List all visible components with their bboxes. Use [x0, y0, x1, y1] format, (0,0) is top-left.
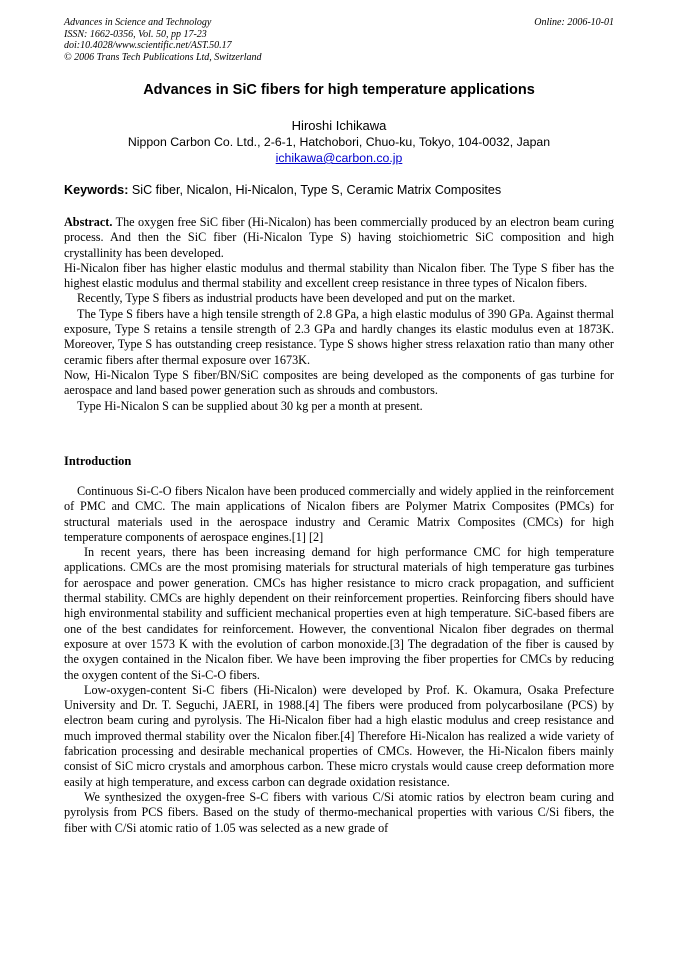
intro-paragraph: Low-oxygen-content Si-C fibers (Hi-Nicalon) were developed by Prof. K. Okamura, Osaka Prefecture University and Dr. T. Seguchi, JAERI, in 1988.[4] The fibers were produced from polycarbosilane (PCS) by electron beam curing and pyrolysis. The Hi-Nicalon fiber had a high elastic modulus and creep resistance and much improved thermal stability over the Nicalon fiber.[4] Therefore Hi-Nicalon has realized a wide variety of fabrication processing and desirable mechanical properties of CMCs. However, the Hi-Nicalon fibers mainly consist of SiC micro crystals and amorphous carbon. These micro crystals would cause creep deformation more easily at high temperature, and excess carbon can degrade oxidation resistance.: [64, 682, 614, 789]
keywords-label: Keywords:: [64, 183, 129, 197]
abstract-paragraph: Hi-Nicalon fiber has higher elastic modulus and thermal stability than Nicalon fiber. The Type S fiber has the highest elastic modulus and thermal stability and excellent creep resistance in three types of Nicalon fibers.: [64, 260, 614, 291]
author-name: Hiroshi Ichikawa: [291, 118, 387, 133]
abstract-paragraph: Now, Hi-Nicalon Type S fiber/BN/SiC composites are being developed as the components of gas turbine for aerospace and land based power generation such as shrouds and combustors.: [64, 367, 614, 398]
intro-paragraph: We synthesized the oxygen-free S-C fibers with various C/Si atomic ratios by electron beam curing and pyrolysis from PCS fibers. Based on the study of thermo-mechanical properties with various C/Si fibers, the fiber with C/Si atomic ratio of 1.05 was selected as a new grade of: [64, 789, 614, 835]
issn-line: ISSN: 1662-0356, Vol. 50, pp 17-23: [64, 28, 207, 40]
journal-name: Advances in Science and Technology: [64, 17, 212, 28]
intro-paragraph: Continuous Si-C-O fibers Nicalon have been produced commercially and widely applied in the reinforcement of PMC and CMC. The main applications of Nicalon fibers are Polymer Matrix Composites (PMCs) for structural materials used in the aerospace industry and Ceramic Matrix Composites (CMCs) for high temperature components of aerospace engines.[1] [2]: [64, 484, 614, 544]
abstract-paragraph: [64, 215, 614, 261]
abstract-label: Abstract.: [64, 215, 113, 229]
copyright-line: © 2006 Trans Tech Publications Ltd, Switzerland: [64, 51, 262, 63]
keywords-text: SiC fiber, Nicalon, Hi-Nicalon, Type S, Ceramic Matrix Composites: [131, 183, 502, 197]
section-heading: Introduction: [64, 454, 132, 468]
online-date: Online: 2006-10-01: [534, 17, 614, 28]
intro-paragraph: In recent years, there has been increasing demand for high performance CMC for high temperature applications. CMCs are the most promising materials for structural materials of high temperature gas turbines for aerospace and power generation. CMCs has higher resistance to micro crack propagation, and sufficient thermal stability. CMCs are highly dependent on their reinforcement properties. Reinforcing fibers should have high environmental stability and sufficient mechanical properties even at high temperature. SiC-based fibers are one of the best candidates for reinforcement. However, the conventional Nicalon fiber degrades on thermal exposure at over 1573 K with the evolution of carbon monoxide.[3] The degradation of the fiber is caused by the oxygen contained in the Nicalon fiber. We have been improving the fiber properties for CMCs by reducing the oxygen content of the Si-C-O fibers.: [64, 545, 614, 682]
author-email-link[interactable]: ichikawa@carbon.co.jp: [275, 151, 403, 165]
journal-header: [64, 17, 614, 63]
abstract-paragraph: Recently, Type S fibers as industrial products have been developed and put on the market.: [77, 291, 516, 306]
abstract-paragraph: The Type S fibers have a high tensile strength of 2.8 GPa, a high elastic modulus of 390 GPa. Against thermal exposure, Type S retains a tensile strength of 2.3 GPa and hardly changes its elastic modulus even at 1873K. Moreover, Type S has outstanding creep resistance. Type S shows higher stress relaxation ratio than many other ceramic fibers after thermal exposure over 1673K.: [64, 306, 614, 367]
introduction-section: [64, 484, 614, 836]
abstract-section: [64, 215, 614, 414]
author-block: [64, 118, 614, 166]
paper-title: Advances in SiC fibers for high temperature applications: [143, 82, 535, 98]
doi-line: doi:10.4028/www.scientific.net/AST.50.17: [64, 40, 232, 51]
keywords-line: [64, 183, 614, 197]
abstract-paragraph: Type Hi-Nicalon S can be supplied about 30 kg per a month at present.: [77, 398, 423, 413]
affiliation: Nippon Carbon Co. Ltd., 2-6-1, Hatchobori, Chuo-ku, Tokyo, 104-0032, Japan: [127, 135, 551, 149]
abstract-text: The oxygen free SiC fiber (Hi-Nicalon) has been commercially produced by an electron beam curing process. And then the SiC fiber (Hi-Nicalon Type S) having stoichiometric SiC composition and high crystallinity has been developed.: [64, 215, 614, 260]
